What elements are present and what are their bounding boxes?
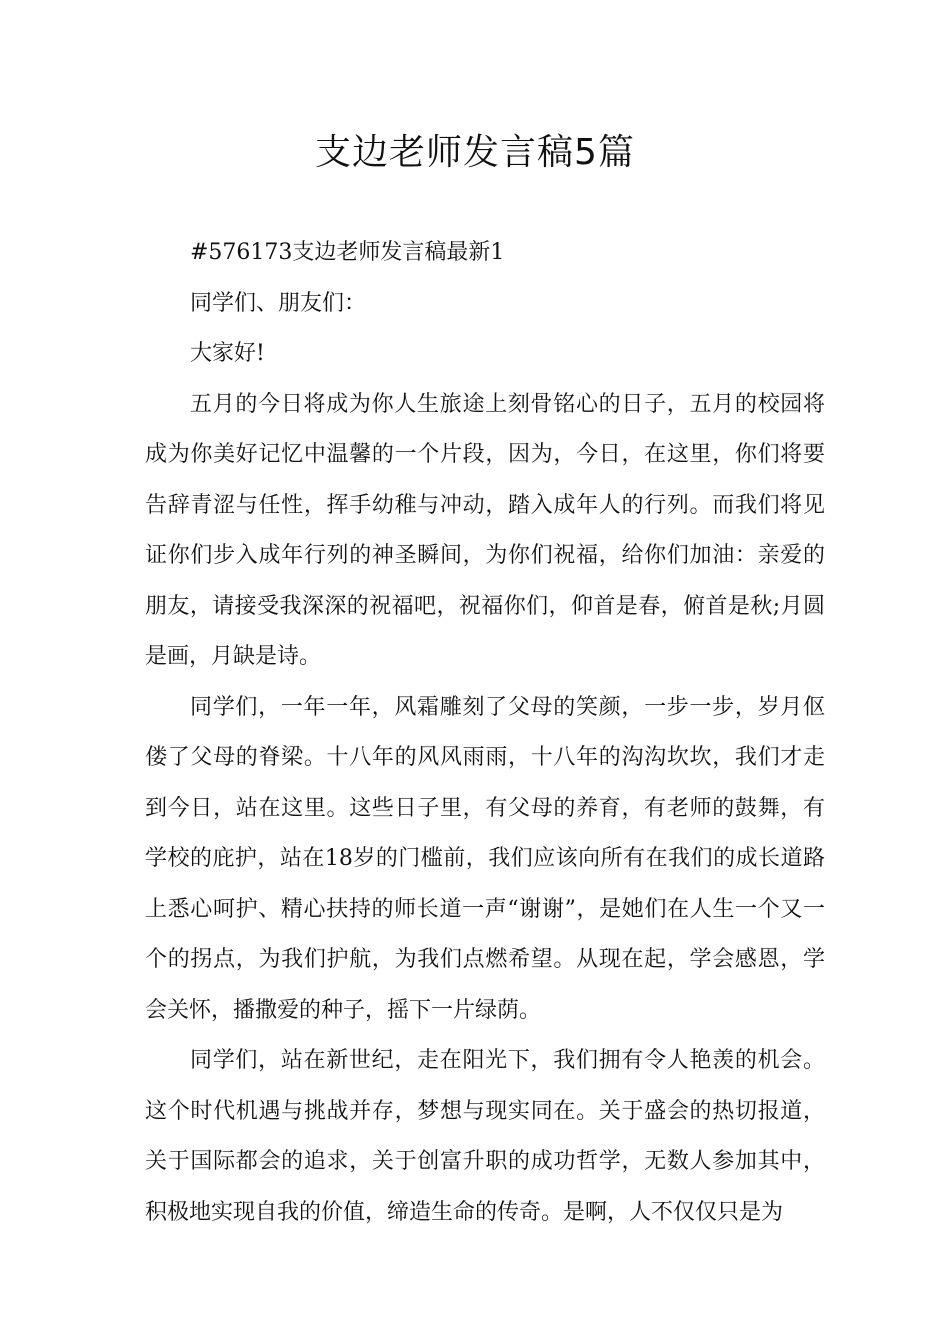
paragraph-salutation: 同学们、朋友们： — [190, 290, 367, 316]
paragraph-heading-line: #576173支边老师发言稿最新1 — [190, 240, 505, 265]
document-title: 支边老师发言稿5篇 — [315, 132, 635, 173]
document-body — [145, 228, 825, 1238]
paragraph: 同学们，站在新世纪，走在阳光下，我们拥有令人艳羡的机会。这个时代机遇与挑战并存，梦想与现实同在。关于盛会的热切报道，关于国际都会的追求，关于创富升职的成功哲学，无数人参加其中，积极地实现自我的价值，缔造生命的传奇。是啊，人不仅仅只是为 — [145, 1048, 825, 1225]
paragraph-greeting: 大家好! — [190, 341, 265, 366]
paragraph: 五月的今日将成为你人生旅途上刻骨铭心的日子，五月的校园将成为你美好记忆中温馨的一个片段，因为，今日，在这里，你们将要告辞青涩与任性，挥手幼稚与冲动，踏入成年人的行列。而我们将见证你们步入成年行列的神圣瞬间，为你们祝福，给你们加油：亲爱的朋友，请接受我深深的祝福吧，祝福你们，仰首是春，俯首是秋;月圆是画，月缺是诗。 — [145, 391, 825, 669]
paragraph: 同学们，一年一年，风霜雕刻了父母的笑颜，一步一步，岁月伛偻了父母的脊梁。十八年的风风雨雨，十八年的沟沟坎坎，我们才走到今日，站在这里。这些日子里，有父母的养育，有老师的鼓舞，有学校的庇护，站在18岁的门槛前，我们应该向所有在我们的成长道路上悉心呵护、精心扶持的师长道一声“谢谢”，是她们在人生一个又一个的拐点，为我们护航，为我们点燃希望。从现在起，学会感恩，学会关怀，播撒爱的种子，摇下一片绿荫。 — [145, 694, 825, 1023]
